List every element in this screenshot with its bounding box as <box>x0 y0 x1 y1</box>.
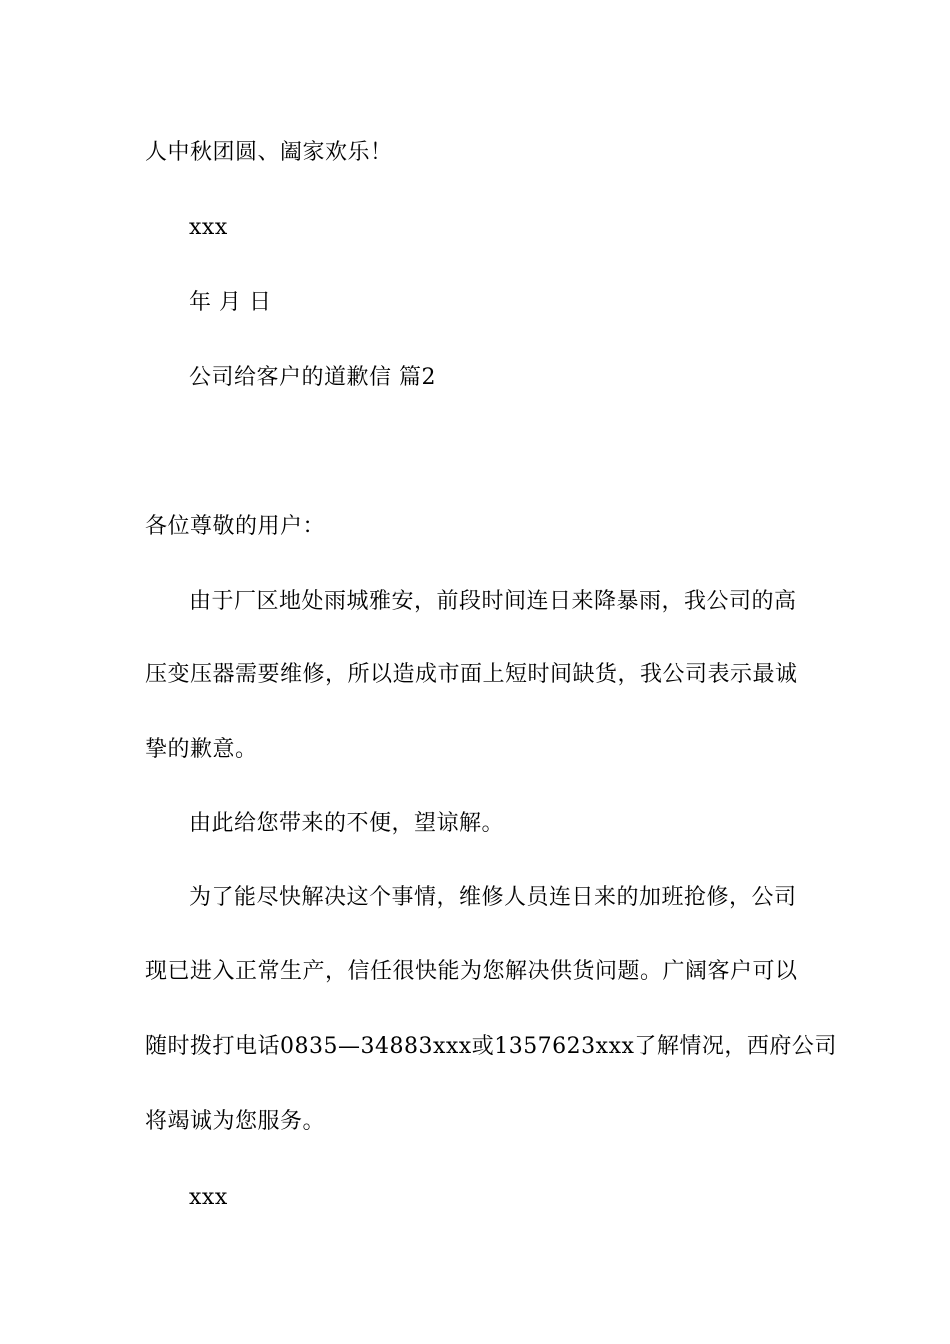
signature-1: xxx <box>189 215 228 240</box>
paragraph-2-line-1: 由此给您带来的不便，望谅解。 <box>189 811 505 836</box>
closing-line: 人中秋团圆、阖家欢乐！ <box>145 140 393 165</box>
signature-2: xxx <box>189 1185 228 1210</box>
paragraph-1-line-2: 压变压器需要维修，所以造成市面上短时间缺货，我公司表示最诚 <box>145 662 798 687</box>
date-line: 年 月 日 <box>189 290 272 315</box>
paragraph-3-line-2: 现已进入正常生产，信任很快能为您解决供货问题。广阔客户可以 <box>145 959 798 984</box>
paragraph-1-line-3: 挚的歉意。 <box>145 737 258 762</box>
section-heading: 公司给客户的道歉信 篇2 <box>189 365 436 390</box>
paragraph-3-line-3: 随时拨打电话0835—34883xxx或1357623xxx了解情况，西府公司 <box>145 1034 837 1059</box>
paragraph-3-line-4: 将竭诚为您服务。 <box>145 1109 326 1134</box>
paragraph-3-line-1: 为了能尽快解决这个事情，维修人员连日来的加班抢修，公司 <box>189 885 797 910</box>
paragraph-1-line-1: 由于厂区地处雨城雅安，前段时间连日来降暴雨，我公司的高 <box>189 589 797 614</box>
salutation: 各位尊敬的用户： <box>145 514 326 539</box>
